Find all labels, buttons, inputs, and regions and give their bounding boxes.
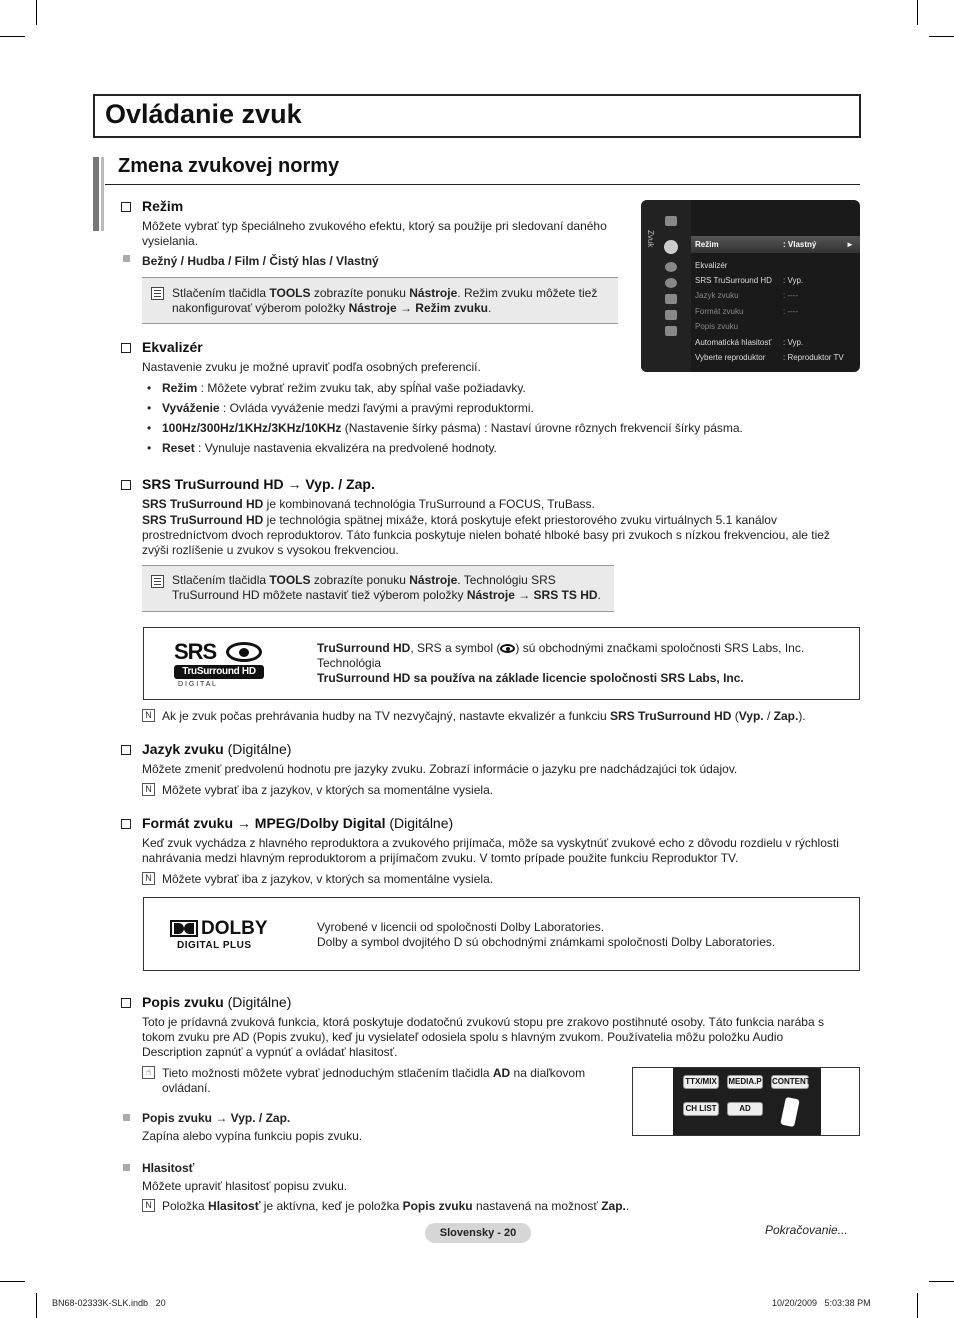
setup-icon	[665, 278, 677, 288]
tv-menu-row-value: : ----	[783, 307, 799, 316]
square-bullet-icon	[123, 1164, 130, 1171]
section-divider	[105, 184, 860, 185]
crop-mark	[929, 36, 954, 37]
ch-list-button: CH LIST	[683, 1102, 719, 1116]
tv-menu-side-label: Zvuk	[646, 230, 655, 248]
media-p-button: MEDIA.P	[727, 1075, 763, 1089]
picture-icon	[665, 216, 677, 226]
rezim-note-box	[142, 277, 618, 324]
ekvalizer-desc: Nastavenie zvuku je možné upraviť podľa osobných preferencií.	[142, 360, 481, 374]
page-title-box	[93, 94, 861, 138]
dolby-logo-sub: DIGITAL PLUS	[177, 940, 252, 951]
dolby-logo-text: DOLBY	[201, 918, 268, 939]
srs-note-box	[142, 565, 614, 612]
dolby-license-line: Vyrobené v licencii od spoločnosti Dolby Laboratories.	[317, 920, 605, 934]
crop-mark	[36, 1293, 37, 1318]
tv-menu-row-value: : Vyp.	[783, 338, 804, 347]
srs-p1: SRS TruSurround HD je kombinovaná technológia TruSurround a FOCUS, TruBass.	[142, 497, 595, 511]
format-desc: Keď zvuk vychádza z hlavného reproduktora a zvukového prijímača, môže sa vyskytnúť zvukové echo z dôvodu rozdielu v rýchlosti nahrávania medzi hlavným reproduktorom a prijímačom zvuku. V tomto prípade použite funkciu Reproduktor TV.	[142, 836, 839, 865]
dolby-logo	[170, 918, 270, 954]
srs-logo-text: SRS	[174, 639, 217, 664]
tv-sound-menu	[641, 200, 860, 372]
dolby-double-d-icon	[170, 920, 198, 937]
section-title: Zmena zvukovej normy	[118, 155, 340, 177]
rezim-options: Bežný / Hudba / Film / Čistý hlas / Vlastný	[142, 254, 379, 268]
srs-circle-icon	[226, 642, 262, 662]
rezim-heading: Režim	[142, 198, 184, 214]
tv-menu-row-value: : Reproduktor TV	[783, 353, 844, 362]
tv-menu-row-label: Formát zvuku	[695, 307, 744, 316]
bullet-icon: •	[147, 421, 152, 435]
footer-file: BN68-02333K-SLK.indb 20	[52, 1298, 166, 1308]
note-n-icon: N	[142, 783, 155, 796]
checkbox-icon	[121, 343, 131, 353]
popis-sub2-desc: Môžete upraviť hlasitosť popisu zvuku.	[142, 1179, 348, 1193]
checkbox-icon	[121, 202, 131, 212]
footer-datetime: 10/20/2009 5:03:38 PM	[772, 1298, 871, 1308]
srs-license-text: TruSurround HD, SRS a symbol ( ) sú obchodnými značkami spoločnosti SRS Labs, Inc. Technológia TruSurround HD sa používa na základe licencie spoločnosti SRS Labs, Inc.	[317, 641, 805, 685]
channel-icon	[665, 262, 677, 272]
jazyk-note: Môžete vybrať iba z jazykov, v ktorých sa momentálne vysiela.	[162, 783, 494, 797]
input-icon	[665, 294, 677, 304]
srs-logo-sub: TruSurround HD	[174, 665, 264, 679]
support-icon	[665, 326, 677, 336]
ekvalizer-item: Reset : Vynuluje nastavenia ekvalizéra na predvolené hodnoty.	[162, 441, 497, 455]
page-number-pill: Slovensky - 20	[425, 1223, 531, 1243]
remote-hand-icon: ☝	[142, 1066, 155, 1079]
format-heading: Formát zvuku → MPEG/Dolby Digital (Digitálne)	[142, 815, 454, 831]
content-button: CONTENT	[771, 1075, 809, 1089]
srs-after-note: Ak je zvuk počas prehrávania hudby na TV nezvyčajný, nastavte ekvalizér a funkciu SRS TruSurround HD (Vyp. / Zap.).	[162, 709, 806, 723]
note-n-icon: N	[142, 709, 155, 722]
page-title: Ovládanie zvuk	[105, 99, 302, 129]
crop-mark	[36, 0, 37, 25]
remote-control-image	[632, 1067, 860, 1136]
tv-menu-row-label: Vyberte reproduktor	[695, 353, 766, 362]
srs-logo	[174, 640, 266, 690]
jazyk-desc: Môžete zmeniť predvolenú hodnotu pre jazyky zvuku. Zobrazí informácie o jazyku pre nadchádzajúci tok údajov.	[142, 762, 738, 776]
dolby-license-box	[143, 897, 860, 971]
srs-p2: SRS TruSurround HD je technológia spätnej mixáže, ktorá poskytuje efekt priestorového zvuku virtuálnych 5.1 kanálov prostredníctvom dvoch reproduktorov. Táto funkcia poskytuje nielen bohaté hlboké basy pri zvukoch s nízkou frekvenciou, ale tiež zvýši rozlíšenie u zvukov s vysokou frekvenciou.	[142, 513, 830, 557]
ekvalizer-item: Režim : Môžete vybrať režim zvuku tak, aby spĺňal vaše požiadavky.	[162, 381, 526, 395]
ekvalizer-heading: Ekvalizér	[142, 339, 203, 355]
square-bullet-icon	[123, 1114, 130, 1121]
tv-menu-row-label: Ekvalizér	[695, 261, 728, 270]
checkbox-icon	[121, 819, 131, 829]
srs-heading: SRS TruSurround HD → Vyp. / Zap.	[142, 476, 375, 492]
crop-mark	[929, 1281, 954, 1282]
popis-heading: Popis zvuku (Digitálne)	[142, 994, 292, 1010]
crop-mark	[0, 1281, 25, 1282]
bullet-icon: •	[147, 381, 152, 395]
popis-sub2-heading: Hlasitosť	[142, 1161, 195, 1175]
srs-symbol-icon	[500, 644, 515, 653]
tv-menu-row-value: : ----	[783, 291, 799, 300]
popis-tip: Tieto možnosti môžete vybrať jednoduchým stlačením tlačidla AD na diaľkovom ovládaní.	[162, 1066, 586, 1095]
square-bullet-icon	[123, 255, 130, 262]
format-note: Môžete vybrať iba z jazykov, v ktorých sa momentálne vysiela.	[162, 872, 494, 886]
section-bar	[93, 157, 99, 231]
srs-note-text: Stlačením tlačidla TOOLS zobrazíte ponuku Nástroje. Technológiu SRS TruSurround HD môžete nastaviť tiež výberom položky Nástroje → SRS TS HD.	[172, 573, 601, 602]
crop-mark	[917, 1293, 918, 1318]
ad-button: AD	[727, 1102, 763, 1116]
ekvalizer-item: 100Hz/300Hz/1KHz/3KHz/10KHz (Nastavenie šírky pásma) : Nastaví úrovne rôznych frekvencií šírky pásma.	[162, 421, 743, 435]
bullet-icon: •	[147, 441, 152, 455]
continue-text: Pokračovanie...	[765, 1223, 848, 1237]
ekvalizer-item: Vyváženie : Ovláda vyváženie medzi ľavými a pravými reproduktormi.	[162, 401, 534, 415]
tv-menu-row-label: Automatická hlasitosť	[695, 338, 772, 347]
checkbox-icon	[121, 998, 131, 1008]
tv-menu-row-value: : Vyp.	[783, 276, 804, 285]
note-icon	[151, 287, 164, 300]
dolby-license-line: Dolby a symbol dvojitého D sú obchodnými známkami spoločnosti Dolby Laboratories.	[317, 935, 776, 949]
ttx-mix-button: TTX/MIX	[683, 1075, 719, 1089]
popis-note: Položka Hlasitosť je aktívna, keď je položka Popis zvuku nastavená na možnosť Zap..	[162, 1199, 630, 1213]
note-n-icon: N	[142, 1199, 155, 1212]
note-n-icon: N	[142, 872, 155, 885]
tv-menu-row-label: Režim	[695, 240, 719, 249]
sound-icon	[664, 240, 678, 254]
section-bar	[101, 157, 104, 231]
checkbox-icon	[121, 480, 131, 490]
srs-logo-digital: D I G I T A L	[178, 681, 216, 688]
jazyk-heading: Jazyk zvuku (Digitálne)	[142, 741, 292, 757]
tv-menu-row-label: Popis zvuku	[695, 322, 739, 331]
popis-sub1-heading: Popis zvuku → Vyp. / Zap.	[142, 1111, 291, 1125]
tv-menu-row-label: Jazyk zvuku	[695, 291, 739, 300]
crop-mark	[917, 0, 918, 25]
checkbox-icon	[121, 745, 131, 755]
rezim-note-text: Stlačením tlačidla TOOLS zobrazíte ponuku Nástroje. Režim zvuku môžete tiež nakonfigurovať výberom položky Nástroje → Režim zvuku.	[172, 286, 598, 315]
tv-menu-row-label: SRS TruSurround HD	[695, 276, 772, 285]
application-icon	[665, 310, 677, 320]
bullet-icon: •	[147, 401, 152, 415]
popis-sub1-desc: Zapína alebo vypína funkciu popis zvuku.	[142, 1129, 363, 1143]
rezim-desc: Môžete vybrať typ špeciálneho zvukového efektu, ktorý sa použije pri sledovaní daného vysielania.	[142, 219, 607, 248]
tv-menu-row-value: : Vlastný	[783, 240, 817, 249]
srs-license-box	[143, 627, 860, 700]
crop-mark	[0, 36, 25, 37]
note-icon	[151, 575, 164, 588]
popis-desc: Toto je prídavná zvuková funkcia, ktorá poskytuje dodatočnú zvukovú stopu pre zrakovo postihnuté osoby. Táto funkcia narába s tokom zvuku pre AD (Popis zvuku), keď ju vysielateľ odosiela spolu s hlavným zvukom. Používatelia môžu položku Audio Description zapnúť a vypnúť a ovládať hlasitosť.	[142, 1015, 824, 1059]
arrow-right-icon: ►	[846, 240, 854, 249]
